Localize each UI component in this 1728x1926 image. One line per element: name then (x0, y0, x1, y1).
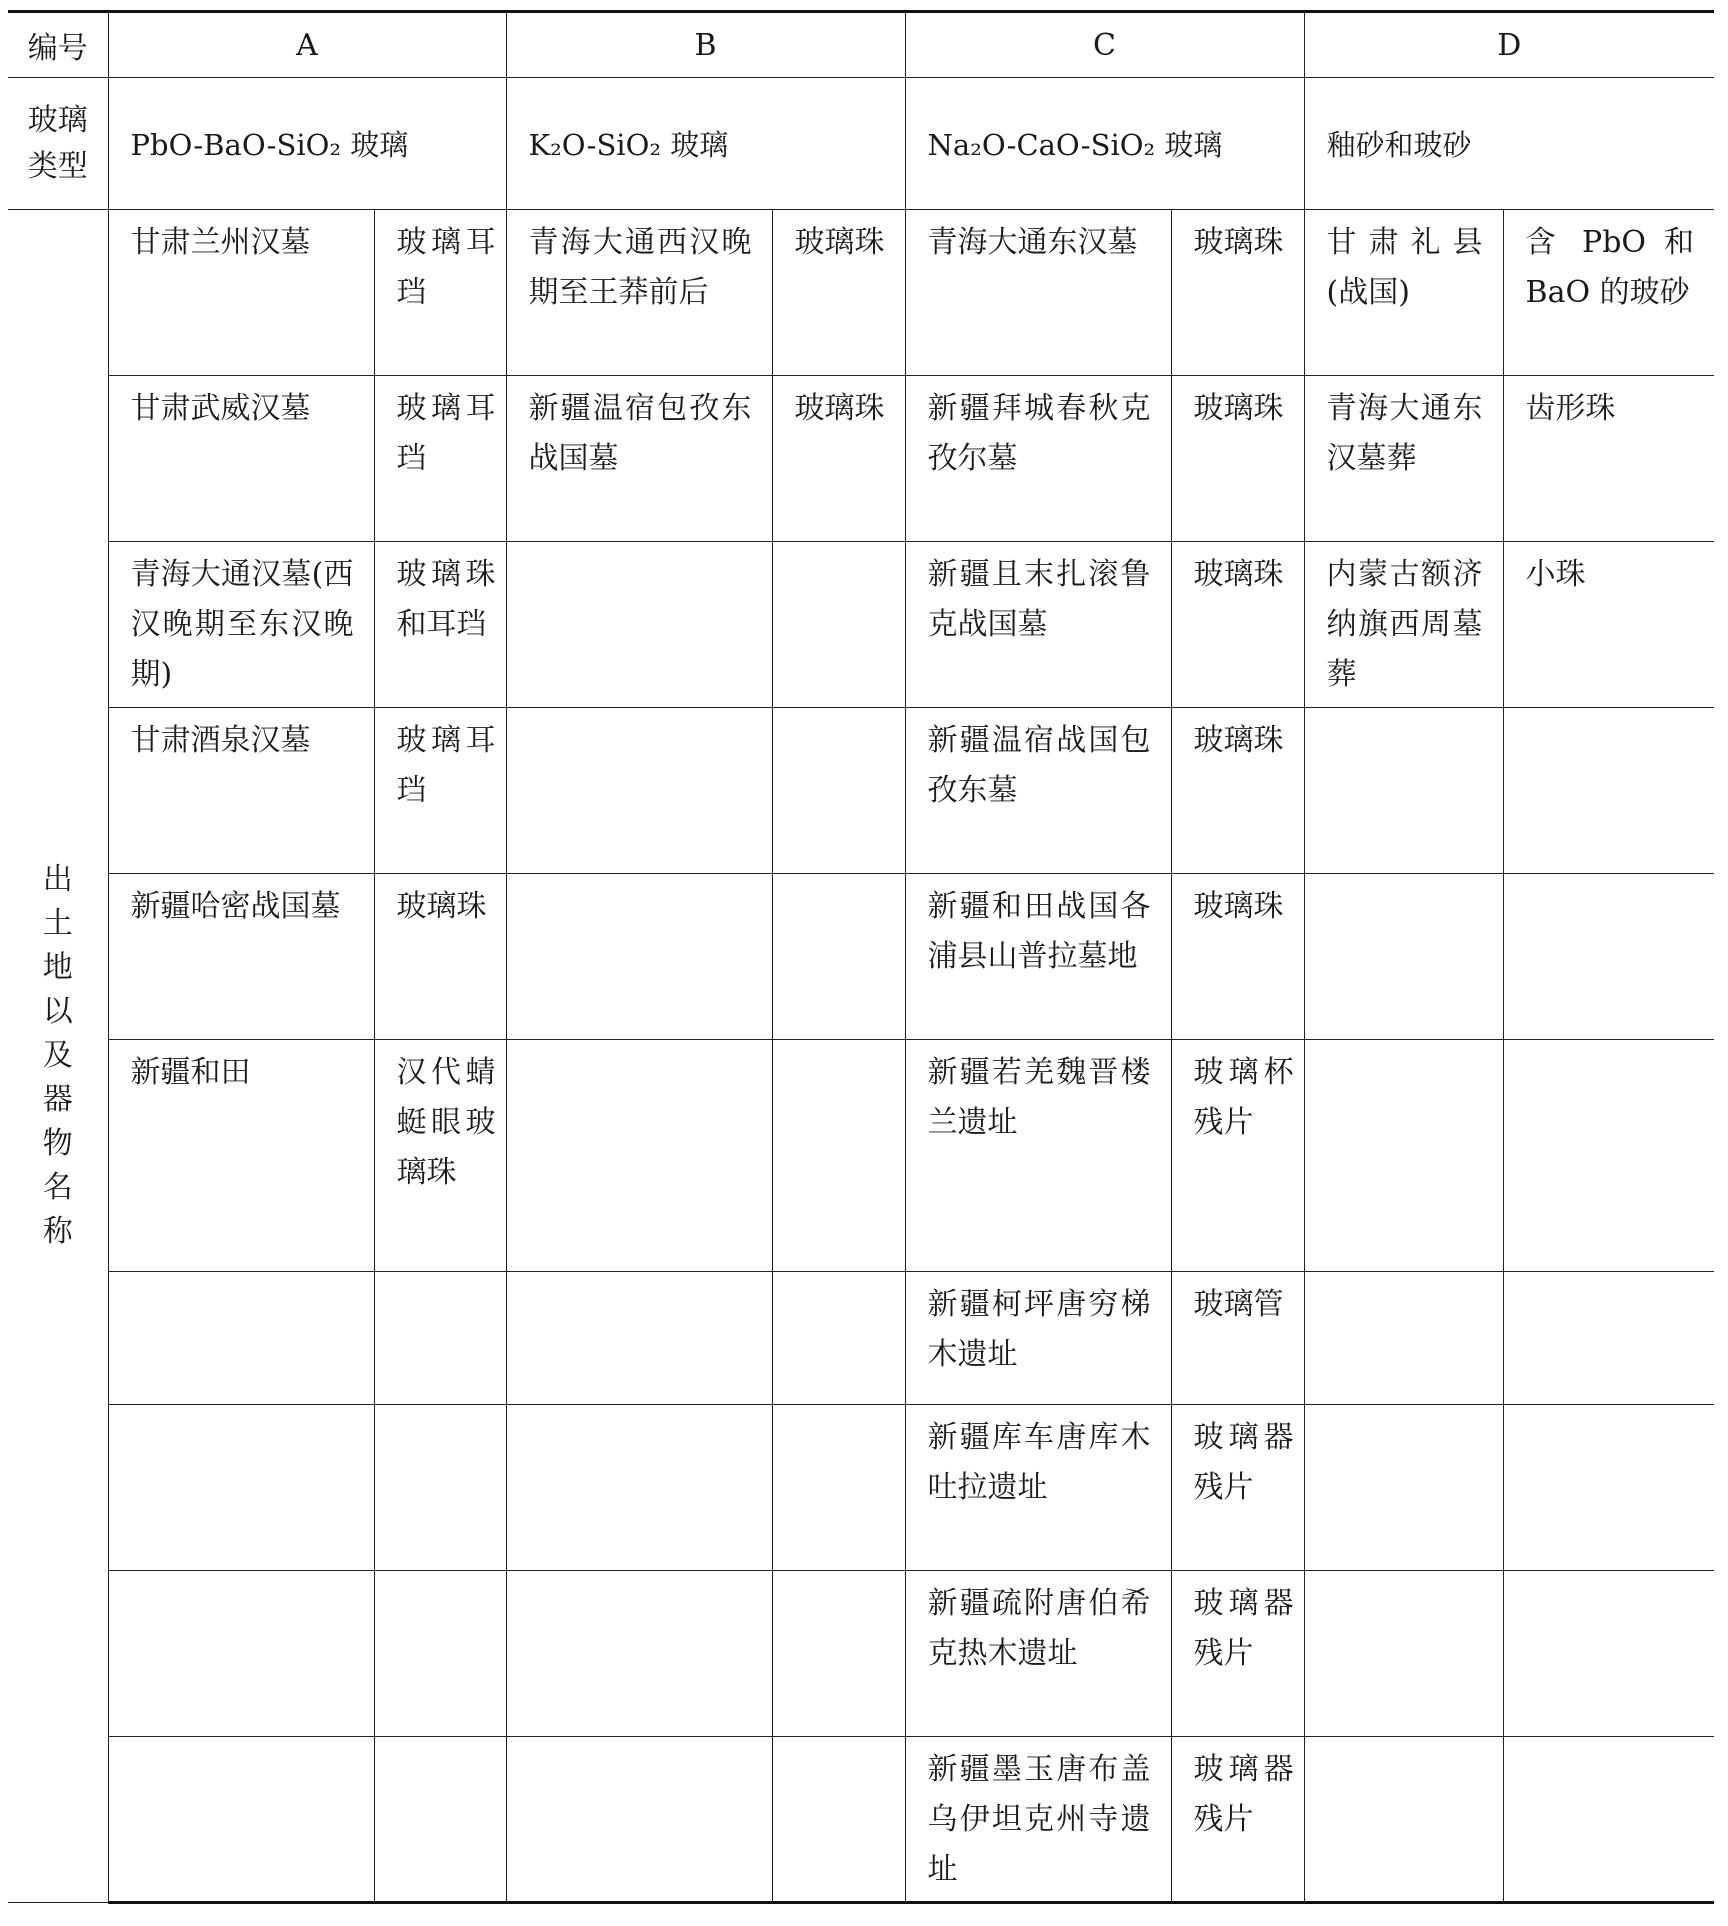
site-a (108, 1405, 374, 1571)
item-c: 玻璃器残片 (1171, 1571, 1304, 1737)
item-a: 汉代蜻蜓眼玻璃珠 (374, 1040, 506, 1272)
site-b (506, 1571, 772, 1737)
site-c: 新疆温宿战国包孜东墓 (905, 708, 1171, 874)
origin-label (8, 210, 108, 1903)
table-row (8, 874, 1714, 1040)
item-a: 玻璃耳珰 (374, 210, 506, 376)
site-a: 新疆哈密战国墓 (108, 874, 374, 1040)
site-b: 青海大通西汉晚期至王莽前后 (506, 210, 772, 376)
item-d (1503, 1040, 1714, 1272)
item-a (374, 1405, 506, 1571)
site-c: 新疆柯坪唐穷梯木遗址 (905, 1272, 1171, 1405)
site-d (1304, 1405, 1503, 1571)
site-d: 青海大通东汉墓葬 (1304, 376, 1503, 542)
table-row (8, 210, 1714, 376)
item-b (772, 1040, 905, 1272)
item-b (772, 1405, 905, 1571)
item-c: 玻璃珠 (1171, 708, 1304, 874)
table-row (8, 1272, 1714, 1405)
glass-type-a: PbO-BaO-SiO₂ 玻璃 (108, 78, 506, 210)
item-d (1503, 1405, 1714, 1571)
glass-type-row (8, 78, 1714, 210)
site-b (506, 708, 772, 874)
column-header-a: A (108, 12, 506, 78)
glass-type-label (8, 78, 108, 210)
item-d (1503, 1571, 1714, 1737)
site-b (506, 1405, 772, 1571)
item-b (772, 1737, 905, 1903)
site-c: 新疆且末扎滚鲁克战国墓 (905, 542, 1171, 708)
site-a (108, 1272, 374, 1405)
item-b (772, 1571, 905, 1737)
header-row (8, 12, 1714, 78)
item-a: 玻璃珠和耳珰 (374, 542, 506, 708)
glass-type-b: K₂O-SiO₂ 玻璃 (506, 78, 905, 210)
column-header-b: B (506, 12, 905, 78)
site-c: 新疆疏附唐伯希克热木遗址 (905, 1571, 1171, 1737)
item-c: 玻璃器残片 (1171, 1405, 1304, 1571)
item-a (374, 1737, 506, 1903)
site-c: 新疆库车唐库木吐拉遗址 (905, 1405, 1171, 1571)
item-a (374, 1272, 506, 1405)
site-a: 青海大通汉墓(西汉晚期至东汉晚期) (108, 542, 374, 708)
column-header-d: D (1304, 12, 1714, 78)
site-a (108, 1571, 374, 1737)
site-c: 新疆若羌魏晋楼兰遗址 (905, 1040, 1171, 1272)
site-d (1304, 874, 1503, 1040)
item-a: 玻璃珠 (374, 874, 506, 1040)
item-b (772, 874, 905, 1040)
glass-origin-table (8, 10, 1714, 1904)
item-b: 玻璃珠 (772, 210, 905, 376)
site-d (1304, 1737, 1503, 1903)
site-b: 新疆温宿包孜东战国墓 (506, 376, 772, 542)
site-d: 甘肃礼县(战国) (1304, 210, 1503, 376)
table-row (8, 1040, 1714, 1272)
site-b (506, 874, 772, 1040)
item-d: 齿形珠 (1503, 376, 1714, 542)
item-d: 含 PbO 和 BaO 的玻砂 (1503, 210, 1714, 376)
origin-label-text: 出土地以及器物名称 (42, 862, 73, 1249)
table-row (8, 1405, 1714, 1571)
table-row (8, 708, 1714, 874)
item-c: 玻璃器残片 (1171, 1737, 1304, 1903)
item-c: 玻璃珠 (1171, 376, 1304, 542)
site-d (1304, 1040, 1503, 1272)
glass-type-label-line1: 玻璃 (27, 102, 88, 138)
item-b (772, 708, 905, 874)
site-a: 甘肃兰州汉墓 (108, 210, 374, 376)
column-header-c: C (905, 12, 1304, 78)
site-a: 新疆和田 (108, 1040, 374, 1272)
site-a (108, 1737, 374, 1903)
item-a (374, 1571, 506, 1737)
site-b (506, 1737, 772, 1903)
glass-type-c: Na₂O-CaO-SiO₂ 玻璃 (905, 78, 1304, 210)
table-row (8, 1737, 1714, 1903)
id-label: 编号 (8, 12, 108, 78)
glass-type-d: 釉砂和玻砂 (1304, 78, 1714, 210)
item-c: 玻璃管 (1171, 1272, 1304, 1405)
item-b: 玻璃珠 (772, 376, 905, 542)
item-a: 玻璃耳珰 (374, 376, 506, 542)
item-c: 玻璃珠 (1171, 210, 1304, 376)
item-c: 玻璃杯残片 (1171, 1040, 1304, 1272)
site-d (1304, 708, 1503, 874)
site-b (506, 542, 772, 708)
table-row (8, 542, 1714, 708)
item-d (1503, 1737, 1714, 1903)
site-c: 新疆拜城春秋克孜尔墓 (905, 376, 1171, 542)
site-d (1304, 1272, 1503, 1405)
item-d (1503, 708, 1714, 874)
table-row (8, 376, 1714, 542)
site-a: 甘肃酒泉汉墓 (108, 708, 374, 874)
item-b (772, 1272, 905, 1405)
site-d: 内蒙古额济纳旗西周墓葬 (1304, 542, 1503, 708)
site-b (506, 1272, 772, 1405)
site-d (1304, 1571, 1503, 1737)
item-c: 玻璃珠 (1171, 542, 1304, 708)
item-d: 小珠 (1503, 542, 1714, 708)
item-d (1503, 1272, 1714, 1405)
table-row (8, 1571, 1714, 1737)
site-a: 甘肃武威汉墓 (108, 376, 374, 542)
site-c: 新疆和田战国各浦县山普拉墓地 (905, 874, 1171, 1040)
site-c: 青海大通东汉墓 (905, 210, 1171, 376)
item-c: 玻璃珠 (1171, 874, 1304, 1040)
item-d (1503, 874, 1714, 1040)
glass-type-label-line2: 类型 (27, 148, 88, 184)
site-c: 新疆墨玉唐布盖乌伊坦克州寺遗址 (905, 1737, 1171, 1903)
site-b (506, 1040, 772, 1272)
item-b (772, 542, 905, 708)
item-a: 玻璃耳珰 (374, 708, 506, 874)
